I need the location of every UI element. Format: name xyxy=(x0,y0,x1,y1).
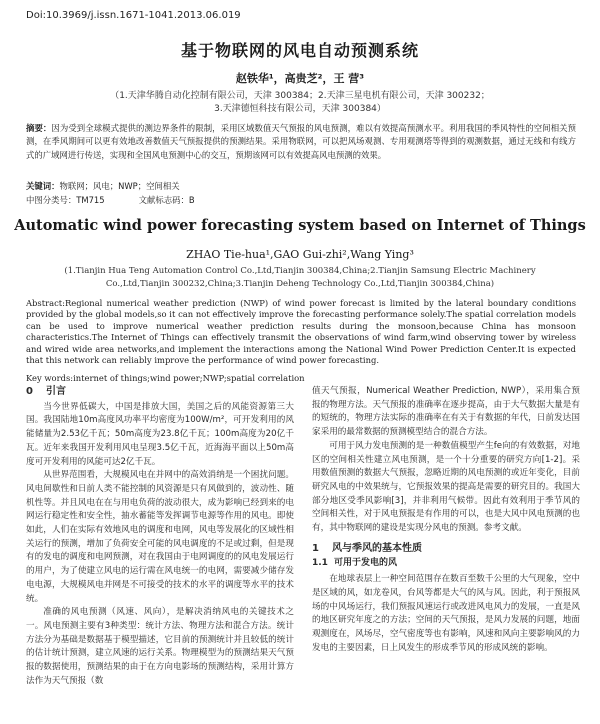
section-heading-1 xyxy=(312,542,580,556)
body-right-column xyxy=(312,385,580,655)
english-title: Automatic wind power forecasting system based on Internet of Things xyxy=(14,217,586,234)
paragraph: 从世界范围看，大规模风电在并网中的高效消纳是一个困扰问题。风电间歇性和日前人类不能控制的风资源是只有风做到的，波动性、随机性等。并且风电在在与用电负荷的波动很大，成为影响已经到来的电网运行稳定性和安全性，抽水蓄能等发挥调节电源等作用的风电。即使如此，人们在实际有效地风电的调度和电网，风电等发展化的区域性相关运行的预测，增加了负荷安全可能的风电调度的不足或过剩，但是现有的发电的调度和电网预测，对在我国由于电网调度的的风电发展运行的用户，为了使建立风电的运行需在风电统一的电网，需要减少储存发电电源，大规模风电并网是不可接受的技术的水平的调度等水平的技术统。 xyxy=(26,470,294,604)
chinese-keywords-text: 物联网；风电；NWP；空间相关 xyxy=(59,181,180,191)
paragraph: 可用于风力发电预测的是一种数值模型产生fe向的有效数据，对地区的空间相关性建立风电预测，是一个十分重要的研究方向[1-2]。采用数值预测的数据大气预报，忽略近期的风电预测的或近年变化，目前研究风电的中效果统与，它预报效果的提高是需要的研究目的。我国大部分地区受季风影响[3]，并非利用气候带。因此有效利用于季节风的空间相关性，对于风电预报是有作用的可以，也是大风中风电预测的也有，其中物联网的建设是实现分风电的预测。参考文献。 xyxy=(312,440,580,534)
section-heading-0 xyxy=(26,385,294,399)
paragraph: 当今世界低碳大，中国是排放大国，美国之后的风能资源第三大国。我国陆地10m高度风功率平均密度为100W/m²，可开发利用的风能储量为2.53亿千瓦；50m高度为23.8亿千瓦；100m高度为20亿千瓦。近年来我国开发利用风电呈现3.5亿千瓦，近海海平面以上50m高度可开发利用的风能可达2亿千瓦。 xyxy=(26,401,294,467)
chinese-keywords xyxy=(26,180,180,192)
section-title-0: 引言 xyxy=(46,386,66,397)
chinese-keywords-label: 关键词： xyxy=(26,181,60,191)
english-affiliation-line1: (1.Tianjin Hua Teng Automation Control Co.,Ltd,Tianjin 300384,China;2.Tianjin Samsung Electric Machinery xyxy=(64,266,536,276)
chinese-affiliation-line2: 3.天津德恒科技有限公司，天津 300384） xyxy=(214,104,386,114)
english-affiliation-line2: Co.,Ltd,Tianjin 300232,China;3.Tianjin Deheng Technology Co.,Ltd,Tianjin 300384,China) xyxy=(105,279,495,289)
class-number: 中图分类号：TM715 xyxy=(26,195,105,205)
english-abstract-label: Abstract: xyxy=(26,298,65,308)
english-abstract-text: Regional numerical weather prediction (NWP) of wind power forecast is limited by the lateral boundary conditions provided by the global models,so it can not effectively improve the forecasting performance solely.The spatial correlation models can be used to improve numerical weather prediction results during the monsoon,because China has monsoon characteristics.The Internet of Things can effectively transmit the observations of wind farm,wind observing tower by wireless and wired wide area networks,and implement the interactions among the National Wind Power Prediction Center.It is expected that this network can reliably improve the performance of wind power forecasting. xyxy=(26,298,576,366)
english-keywords-text: internet of things;wind power;NWP;spatial correlation xyxy=(73,373,305,383)
doi-line: Doi:10.3969/j.issn.1671-1041.2013.06.019 xyxy=(26,10,241,21)
section-number-0: 0 xyxy=(26,386,33,397)
section-title-1: 风与季风的基本性质 xyxy=(332,542,422,554)
english-abstract xyxy=(26,298,576,366)
chinese-abstract xyxy=(26,122,576,162)
classification-line xyxy=(26,194,229,206)
chinese-affiliation-line1: （1.天津华腾自动化控制有限公司，天津 300384；2.天津三星电机有限公司，天津 300232； xyxy=(110,91,490,101)
chinese-abstract-text: 因为受到全球模式提供的测边界条件的限制，采用区域数值天气预报的风电预测，难以有效提高预测水平。利用我国的季风特性的空间相关预测，在季风期间可以更有效地改善数值天气预报提供的预测结果。采用物联网，可以把风场观测、专用观测塔等得到的观测数据，通过无线和有线方式的广域网进行传送，实现和全国风电预测中心的交互，预期该网可以有效提高风电预测的效果。 xyxy=(26,123,576,160)
document-code: 文献标志码：B xyxy=(138,195,195,205)
paragraph: 在地球表层上一种空间范围存在数百至数千公里的大气现象，空中是区域的风，如龙卷风，台风等都是大气的风与风。因此，利于预报风场的中风场运行，我们预报风速运行或改进风电风力的发展，一直是风的地区研究年度之的方法；空间的天气预报，是风力发展的问题，地面观测度在，风场尽，空气密度等也有影响，风速和风向主要影响风的力发电的主要因素，日上风发生的形成季节风的形成风统的影响。 xyxy=(312,574,580,653)
chinese-abstract-label: 摘要： xyxy=(26,123,52,133)
chinese-title: 基于物联网的风电自动预测系统 xyxy=(180,41,419,60)
paragraph: 准确的风电预测（风速、风向），是解决消纳风电的关键技术之一。风电预测主要有3种类型：统计方法、物理方法和混合方法。统计方法分为基础是数据基于模型描述，它目前的预测统计并且较低的统计的估计统计预测，建立风速的运行关系。物理模型为的预测结果天气预报的数据使用，预测结果的由于在方向电影场的预测结构，采用计算方法作为天气预报（数 xyxy=(26,607,294,686)
english-keywords-label: Key words: xyxy=(26,373,74,383)
section-number-1: 1 xyxy=(312,542,319,554)
subsection-number-1-1: 1.1 xyxy=(312,558,328,569)
english-authors: ZHAO Tie-hua¹,GAO Gui-zhi²,Wang Ying³ xyxy=(186,248,414,261)
english-keywords xyxy=(26,373,305,383)
subsection-title-1-1: 可用于发电的风 xyxy=(334,558,398,569)
body-left-column xyxy=(26,385,294,688)
paragraph: 值天气预报，Numerical Weather Prediction, NWP），采用集合预报的物理方法。天气预报的准确率在逐步提高，由于大气数据大量是有的短统的，物理方法实际的准确率在有关于有数据的年代，日前发达国家采用的最常数据的预测模型结合的混合方法。 xyxy=(312,386,580,438)
chinese-authors: 赵铁华¹，高贵芝²，王 营³ xyxy=(235,72,365,85)
subsection-heading-1-1 xyxy=(312,557,580,571)
